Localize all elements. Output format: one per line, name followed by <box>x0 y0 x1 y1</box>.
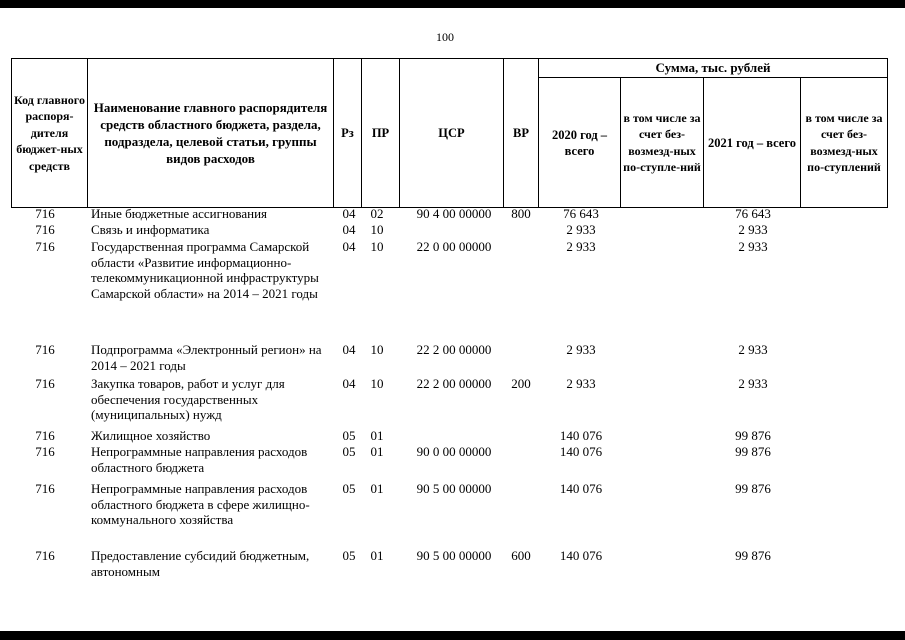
row-sum-2021: 99 876 <box>735 481 771 496</box>
header-total-2020: 2020 год – всего <box>539 78 621 208</box>
row-rz: 05 <box>342 444 356 459</box>
row-sum-2020: 2 933 <box>566 239 596 254</box>
row-sum-2021: 2 933 <box>738 376 768 391</box>
header-total-2021: 2021 год – всего <box>704 78 801 208</box>
row-csr: 90 0 00 00000 <box>416 444 492 459</box>
row-sum-2021: 2 933 <box>738 239 768 254</box>
row-sum-2020: 140 076 <box>559 481 603 496</box>
row-csr: 90 4 00 00000 <box>416 206 492 221</box>
row-pr: 10 <box>370 342 384 357</box>
row-pr: 02 <box>370 206 384 221</box>
row-rz: 05 <box>342 548 356 563</box>
row-sum-2020: 2 933 <box>566 222 596 237</box>
row-pr: 01 <box>370 444 384 459</box>
row-rz: 04 <box>342 222 356 237</box>
row-name: Непрограммные направления расходов областного бюджета в сфере жилищно-коммунального хозяйства <box>91 481 310 527</box>
row-name: Непрограммные направления расходов областного бюджета <box>91 444 308 475</box>
scan-top-edge <box>0 0 905 8</box>
row-rz: 04 <box>342 342 356 357</box>
header-name: Наименование главного распорядителя средств областного бюджета, раздела, подраздела, целевой статьи, группы видов расходов <box>88 59 334 208</box>
row-pr: 10 <box>370 222 384 237</box>
row-csr: 22 2 00 00000 <box>416 342 492 357</box>
row-name: Иные бюджетные ассигнования <box>91 206 268 221</box>
row-vr: 200 <box>511 376 531 391</box>
row-csr: 90 5 00 00000 <box>416 548 492 563</box>
header-incl-2020: в том числе за счет без-возмезд-ных по-ступле-ний <box>621 78 704 208</box>
row-rz: 04 <box>342 206 356 221</box>
row-vr: 800 <box>511 206 531 221</box>
header-sum-title: Сумма, тыс. рублей <box>539 59 888 78</box>
header-code: Код главного распоря-дителя бюджет-ных средств <box>12 59 88 208</box>
row-name: Подпрограмма «Электронный регион» на 2014 – 2021 годы <box>91 342 322 373</box>
row-rz: 05 <box>342 428 356 443</box>
row-code: 716 <box>35 222 55 237</box>
row-sum-2020: 76 643 <box>563 206 599 221</box>
header-pr: ПР <box>362 59 400 208</box>
header-rz: Рз <box>334 59 362 208</box>
row-sum-2021: 99 876 <box>735 428 771 443</box>
header-vr: ВР <box>504 59 539 208</box>
row-sum-2021: 99 876 <box>735 444 771 459</box>
header-csr: ЦСР <box>400 59 504 208</box>
page-number: 100 <box>436 30 454 44</box>
row-name: Государственная программа Самарской области «Развитие информационно-телекоммуникационной инфраструктуры Самарской области» на 2014 – 2021 годы <box>91 239 319 301</box>
row-vr: 600 <box>511 548 531 563</box>
row-rz: 04 <box>342 239 356 254</box>
row-code: 716 <box>35 481 55 496</box>
budget-table-header <box>11 58 888 208</box>
row-sum-2020: 140 076 <box>559 428 603 443</box>
row-sum-2020: 140 076 <box>559 444 603 459</box>
row-csr: 22 0 00 00000 <box>416 239 492 254</box>
row-name: Жилищное хозяйство <box>91 428 211 443</box>
row-sum-2020: 2 933 <box>566 342 596 357</box>
row-code: 716 <box>35 342 55 357</box>
header-incl-2021: в том числе за счет без-возмезд-ных по-ступлений <box>801 78 888 208</box>
row-pr: 01 <box>370 481 384 496</box>
row-pr: 10 <box>370 239 384 254</box>
row-code: 716 <box>35 444 55 459</box>
row-name: Предоставление субсидий бюджетным, автономным <box>91 548 310 579</box>
row-code: 716 <box>35 239 55 254</box>
row-name: Связь и информатика <box>91 222 210 237</box>
row-sum-2021: 76 643 <box>735 206 771 221</box>
row-sum-2020: 140 076 <box>559 548 603 563</box>
row-code: 716 <box>35 548 55 563</box>
row-code: 716 <box>35 428 55 443</box>
row-code: 716 <box>35 376 55 391</box>
row-sum-2021: 99 876 <box>735 548 771 563</box>
scan-bottom-edge <box>0 631 905 640</box>
row-csr: 90 5 00 00000 <box>416 481 492 496</box>
row-sum-2021: 2 933 <box>738 222 768 237</box>
row-name: Закупка товаров, работ и услуг для обеспечения государственных (муниципальных) нужд <box>91 376 285 422</box>
row-code: 716 <box>35 206 55 221</box>
row-sum-2021: 2 933 <box>738 342 768 357</box>
row-pr: 01 <box>370 428 384 443</box>
row-pr: 10 <box>370 376 384 391</box>
row-rz: 05 <box>342 481 356 496</box>
row-pr: 01 <box>370 548 384 563</box>
row-sum-2020: 2 933 <box>566 376 596 391</box>
row-csr: 22 2 00 00000 <box>416 376 492 391</box>
row-rz: 04 <box>342 376 356 391</box>
